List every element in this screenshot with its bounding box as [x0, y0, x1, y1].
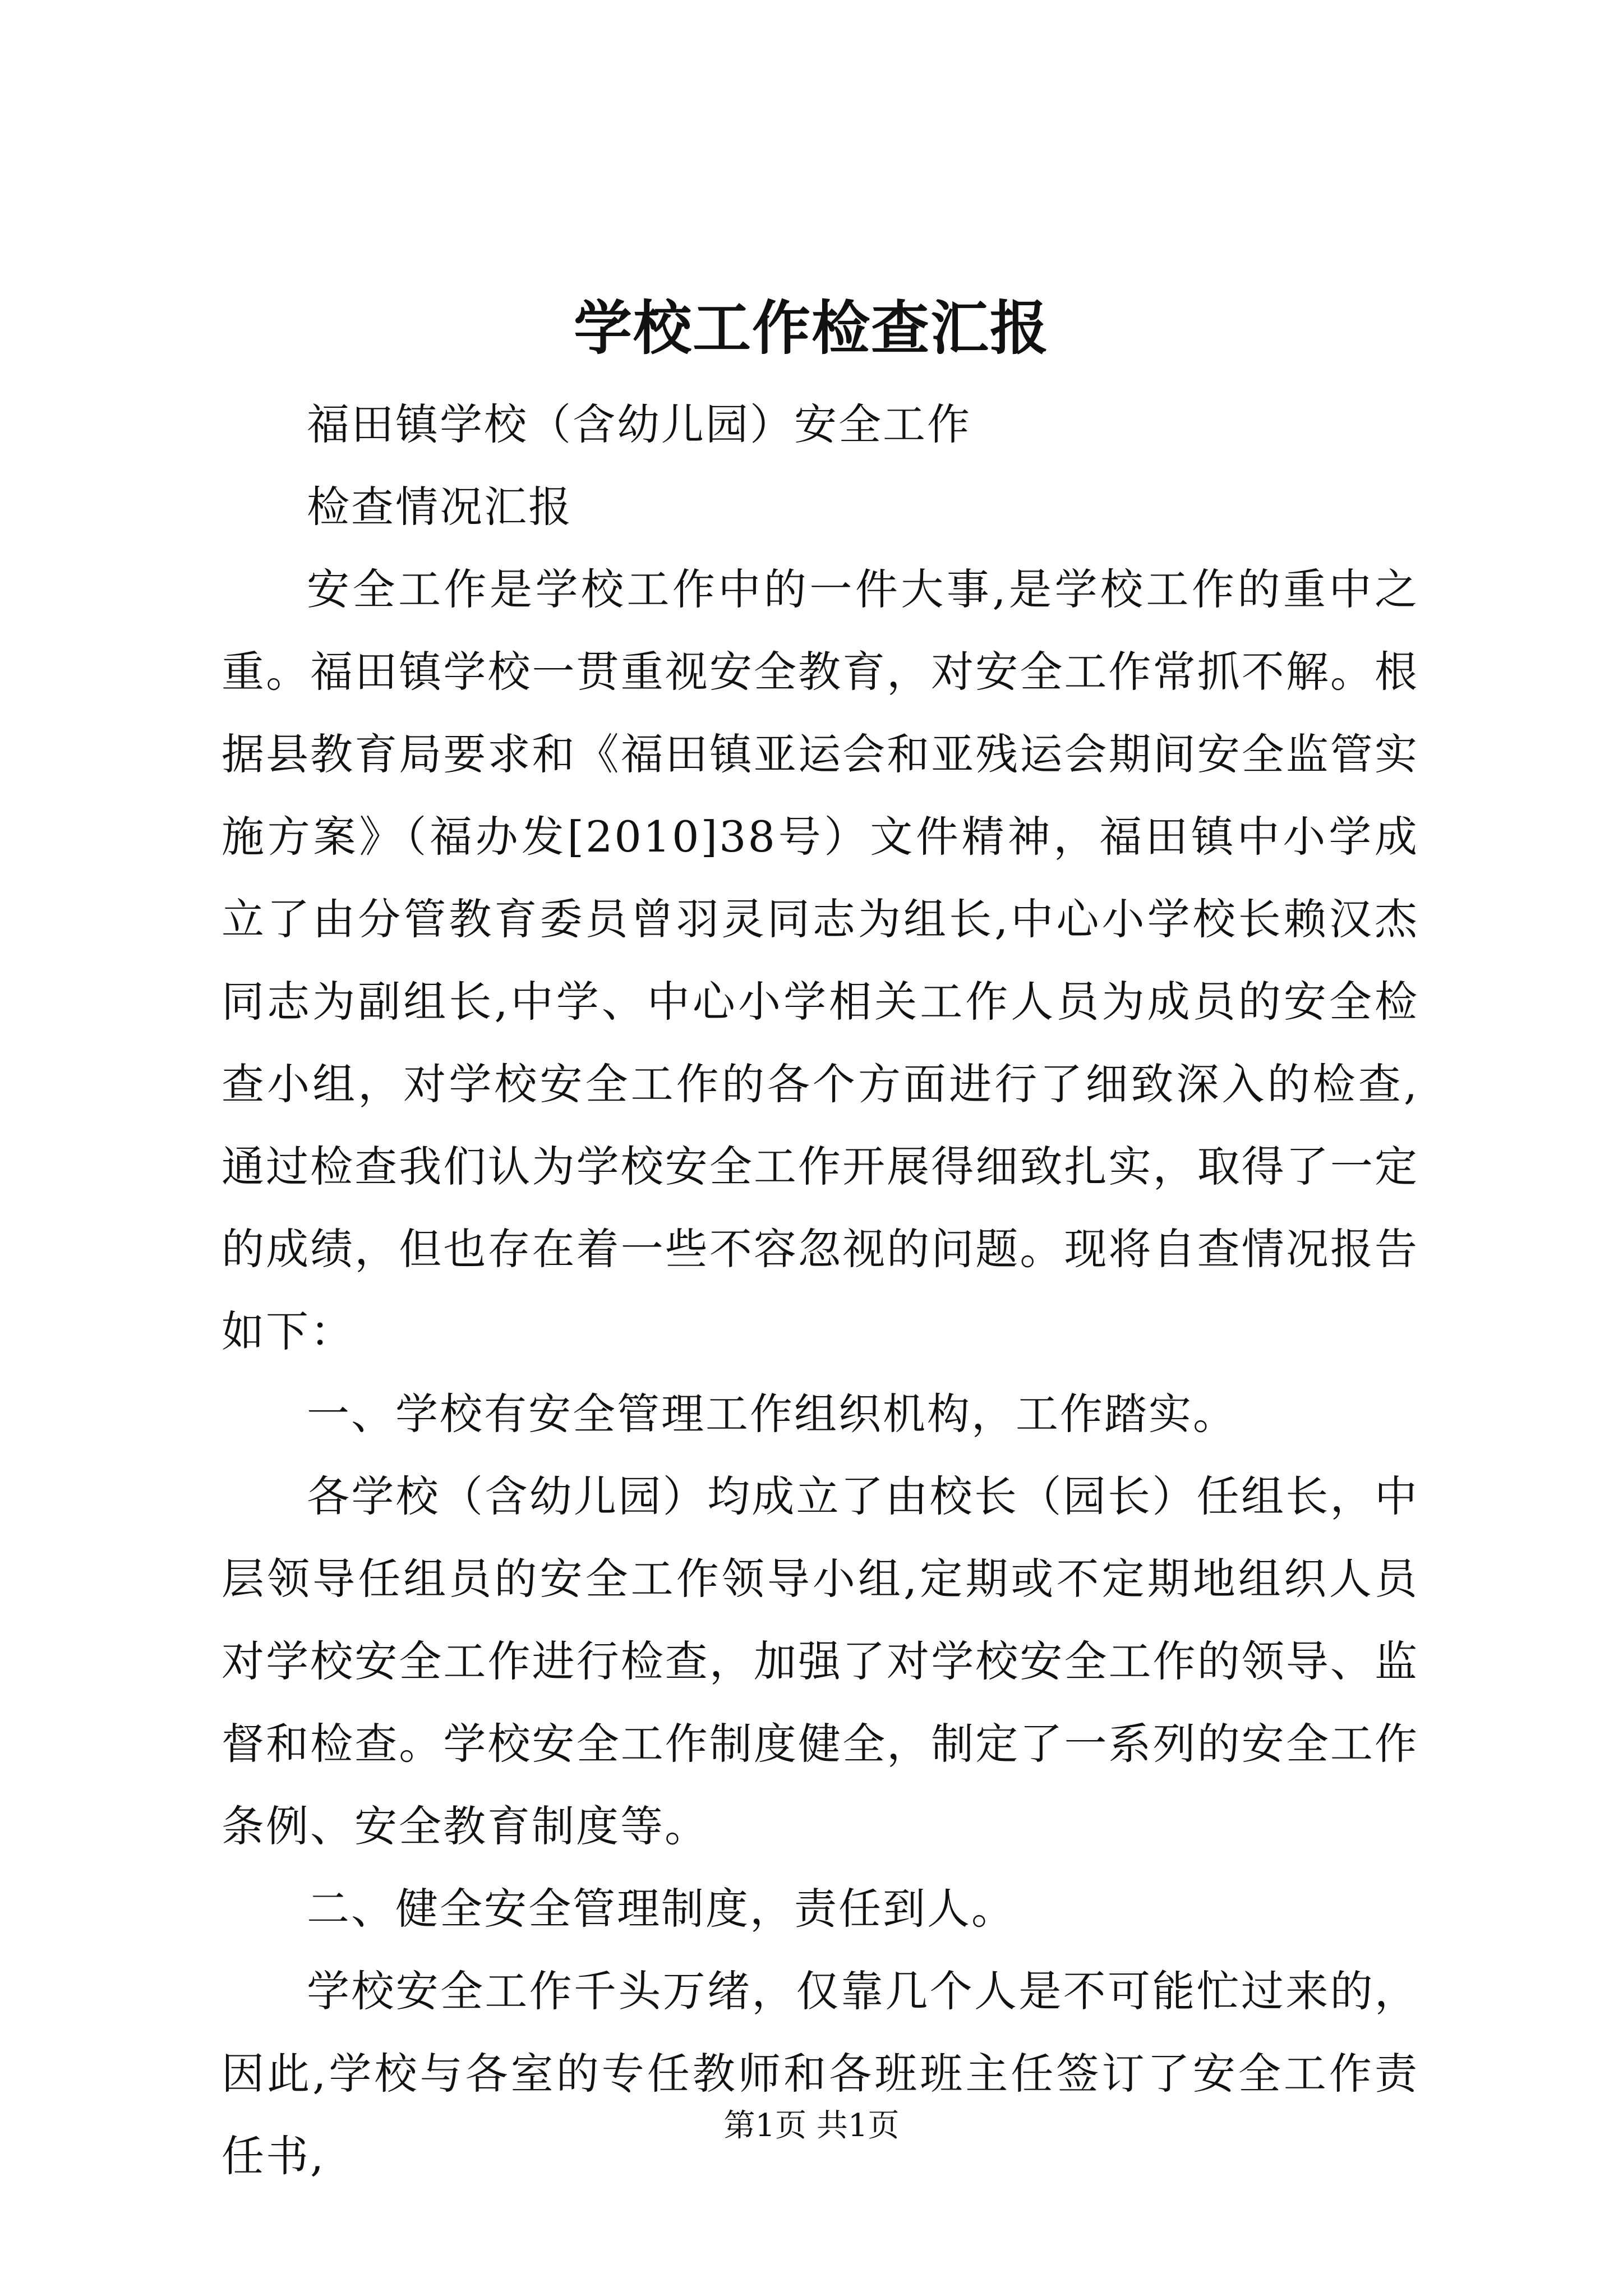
page-footer: 第1页 共1页: [723, 2108, 900, 2144]
subtitle-line-2: 检查情况汇报: [307, 482, 573, 532]
paragraph-intro: 安全工作是学校工作中的一件大事,是学校工作的重中之重。福田镇学校一贯重视安全教育，对安全工作常抓不解。根据县教育局要求和《福田镇亚运会和亚残运会期间安全监管实施方案》（福办发[2010]38号）文件精神，福田镇中小学成立了由分管教育委员曾羽灵同志为组长,中心小学校长赖汉杰同志为副组长,中学、中心小学相关工作人员为成员的安全检查小组，对学校安全工作的各个方面进行了细致深入的检查,通过检查我们认为学校安全工作开展得细致扎实，取得了一定的成绩，但也存在着一些不容忽视的问题。现将自查情况报告如下：: [222, 564, 1419, 1356]
paragraph-section-2: 学校安全工作千头万绪，仅靠几个人是不可能忙过来的，因此,学校与各室的专任教师和各班班主任签订了安全工作责任书,: [222, 1966, 1419, 2181]
document-body: [222, 383, 1419, 2197]
document-title: 学校工作检查汇报: [573, 293, 1049, 362]
section-heading-2: 二、健全安全管理制度，责任到人。: [307, 1884, 1016, 1934]
paragraph-section-1: 各学校（含幼儿园）均成立了由校长（园长）任组长，中层领导任组员的安全工作领导小组,定期或不定期地组织人员对学校安全工作进行检查，加强了对学校安全工作的领导、监督和检查。学校安全工作制度健全，制定了一系列的安全工作条例、安全教育制度等。: [222, 1471, 1419, 1851]
subtitle-line-1: 福田镇学校（含幼儿园）安全工作: [307, 399, 971, 449]
section-heading-1: 一、学校有安全管理工作组织机构，工作踏实。: [307, 1389, 1237, 1439]
